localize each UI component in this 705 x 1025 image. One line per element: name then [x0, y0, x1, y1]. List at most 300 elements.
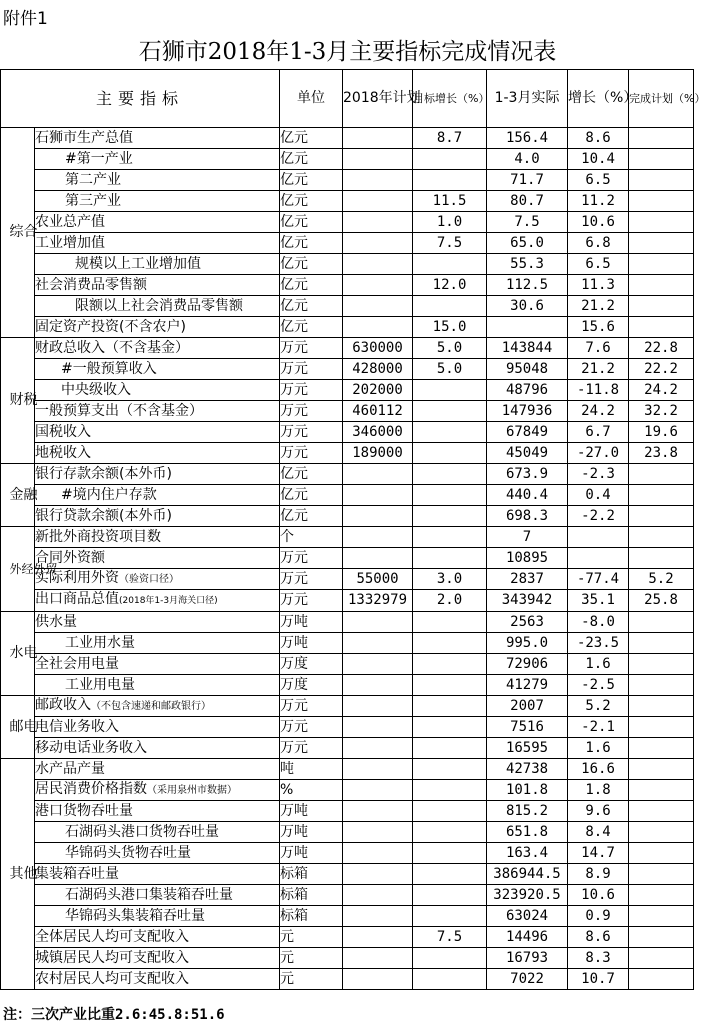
- indicator-label: 工业用水量: [65, 634, 135, 651]
- category-other: [1, 759, 38, 990]
- table-row: [1, 654, 694, 675]
- plan-cell: [343, 927, 413, 948]
- indicator-name: [35, 191, 280, 212]
- indicator-name: [35, 464, 280, 485]
- plan-cell: [343, 759, 413, 780]
- growth-cell: 10.6: [568, 212, 629, 233]
- target-growth-cell: 3.0: [413, 569, 487, 590]
- indicator-name: [35, 485, 280, 506]
- indicator-name: [35, 170, 280, 191]
- completion-cell: [629, 780, 694, 801]
- completion-cell: [629, 843, 694, 864]
- indicator-name: [35, 822, 280, 843]
- unit-cell: 标箱: [280, 885, 343, 906]
- completion-cell: [629, 191, 694, 212]
- plan-cell: [343, 780, 413, 801]
- table-row: [1, 780, 694, 801]
- indicator-name: [35, 654, 280, 675]
- target-growth-cell: 7.5: [413, 233, 487, 254]
- category-text: 水电: [9, 645, 38, 661]
- table-row: [1, 464, 694, 485]
- plan-cell: [343, 254, 413, 275]
- table-row: [1, 212, 694, 233]
- completion-cell: [629, 633, 694, 654]
- plan-cell: [343, 527, 413, 548]
- indicator-name: [35, 612, 280, 633]
- plan-cell: [343, 191, 413, 212]
- plan-cell: 202000: [343, 380, 413, 401]
- target-growth-cell: [413, 149, 487, 170]
- completion-cell: [629, 927, 694, 948]
- indicator-name: [35, 885, 280, 906]
- unit-cell: 元: [280, 927, 343, 948]
- category-post-telecom: [1, 696, 38, 759]
- indicator-label: 邮政收入: [35, 697, 91, 713]
- completion-cell: [629, 864, 694, 885]
- table-row: [1, 927, 694, 948]
- completion-cell: 22.2: [629, 359, 694, 380]
- growth-cell: 6.5: [568, 254, 629, 275]
- completion-cell: [629, 275, 694, 296]
- footnote: 注：三次产业比重2.6:45.8:51.6: [3, 1007, 225, 1023]
- plan-cell: [343, 801, 413, 822]
- table-row: [1, 317, 694, 338]
- plan-cell: [343, 822, 413, 843]
- completion-cell: 25.8: [629, 590, 694, 612]
- target-growth-cell: 5.0: [413, 359, 487, 380]
- completion-cell: [629, 296, 694, 317]
- indicator-label: 合同外资额: [35, 549, 105, 566]
- indicator-name: [35, 759, 280, 780]
- table-row: [1, 359, 694, 380]
- growth-cell: -2.3: [568, 464, 629, 485]
- table-row: [1, 485, 694, 506]
- indicator-label: 社会消费品零售额: [35, 276, 147, 293]
- actual-cell: 651.8: [487, 822, 568, 843]
- table-row: [1, 380, 694, 401]
- growth-cell: 10.6: [568, 885, 629, 906]
- table-row: [1, 612, 694, 633]
- target-growth-cell: [413, 464, 487, 485]
- category-finance-tax: [1, 338, 38, 464]
- indicator-name: [35, 212, 280, 233]
- indicator-label: 供水量: [35, 613, 77, 630]
- growth-cell: 21.2: [568, 296, 629, 317]
- completion-cell: [629, 128, 694, 149]
- indicator-name: [35, 275, 280, 296]
- plan-cell: 428000: [343, 359, 413, 380]
- header-row: [1, 70, 694, 128]
- indicator-name: [35, 317, 280, 338]
- indicator-name: [35, 969, 280, 990]
- actual-cell: 156.4: [487, 128, 568, 149]
- actual-cell: 41279: [487, 675, 568, 696]
- category-finance: [1, 464, 38, 527]
- growth-cell: 11.2: [568, 191, 629, 212]
- target-growth-cell: 7.5: [413, 927, 487, 948]
- indicator-name: [35, 569, 280, 590]
- indicator-label: #第一产业: [65, 150, 133, 167]
- indicator-name: [35, 443, 280, 464]
- growth-cell: -23.5: [568, 633, 629, 654]
- plan-cell: 346000: [343, 422, 413, 443]
- actual-cell: 67849: [487, 422, 568, 443]
- unit-cell: %: [280, 780, 343, 801]
- unit-cell: 万元: [280, 548, 343, 569]
- actual-cell: 45049: [487, 443, 568, 464]
- growth-cell: 6.8: [568, 233, 629, 254]
- target-growth-cell: [413, 485, 487, 506]
- unit-cell: 亿元: [280, 317, 343, 338]
- growth-cell: [568, 527, 629, 548]
- unit-cell: 万吨: [280, 822, 343, 843]
- actual-cell: 14496: [487, 927, 568, 948]
- indicator-label: 第三产业: [65, 192, 121, 209]
- completion-cell: [629, 254, 694, 275]
- completion-cell: [629, 675, 694, 696]
- unit-cell: 个: [280, 527, 343, 548]
- actual-cell: 42738: [487, 759, 568, 780]
- growth-cell: 0.9: [568, 906, 629, 927]
- indicator-name: [35, 738, 280, 759]
- unit-cell: 元: [280, 969, 343, 990]
- target-growth-cell: [413, 612, 487, 633]
- growth-cell: 8.6: [568, 927, 629, 948]
- target-growth-cell: [413, 443, 487, 464]
- completion-cell: [629, 696, 694, 717]
- plan-cell: 460112: [343, 401, 413, 422]
- target-growth-cell: [413, 759, 487, 780]
- plan-cell: [343, 612, 413, 633]
- growth-cell: 5.2: [568, 696, 629, 717]
- indicator-name: [35, 338, 280, 359]
- actual-cell: 815.2: [487, 801, 568, 822]
- completion-cell: [629, 654, 694, 675]
- unit-cell: 万元: [280, 738, 343, 759]
- indicator-name: [35, 843, 280, 864]
- indicator-label: 移动电话业务收入: [35, 739, 147, 756]
- table-row: [1, 717, 694, 738]
- completion-cell: [629, 822, 694, 843]
- target-growth-cell: [413, 296, 487, 317]
- completion-cell: [629, 738, 694, 759]
- header-actual: 1-3月实际: [487, 70, 568, 128]
- growth-cell: 1.8: [568, 780, 629, 801]
- actual-cell: 72906: [487, 654, 568, 675]
- plan-cell: 55000: [343, 569, 413, 590]
- actual-cell: 995.0: [487, 633, 568, 654]
- actual-cell: 323920.5: [487, 885, 568, 906]
- actual-cell: 163.4: [487, 843, 568, 864]
- completion-cell: [629, 801, 694, 822]
- plan-cell: [343, 128, 413, 149]
- indicator-table: [0, 69, 705, 990]
- completion-cell: [629, 717, 694, 738]
- completion-cell: 24.2: [629, 380, 694, 401]
- category-foreign: [1, 527, 58, 612]
- growth-cell: 14.7: [568, 843, 629, 864]
- unit-cell: 万元: [280, 359, 343, 380]
- category-water-power: [1, 612, 38, 696]
- growth-cell: 7.6: [568, 338, 629, 359]
- target-growth-cell: [413, 422, 487, 443]
- indicator-label: 石湖码头港口集装箱吞吐量: [65, 886, 233, 903]
- plan-cell: [343, 948, 413, 969]
- header-main: 主要指标: [1, 70, 280, 128]
- completion-cell: [629, 485, 694, 506]
- target-growth-cell: 2.0: [413, 590, 487, 612]
- target-growth-cell: [413, 548, 487, 569]
- indicator-label: 工业增加值: [35, 234, 105, 251]
- unit-cell: 亿元: [280, 128, 343, 149]
- indicator-label: 水产品产量: [35, 760, 105, 777]
- completion-cell: 32.2: [629, 401, 694, 422]
- plan-cell: [343, 212, 413, 233]
- completion-cell: [629, 885, 694, 906]
- indicator-label: 出口商品总值: [35, 591, 119, 607]
- actual-cell: 7: [487, 527, 568, 548]
- growth-cell: [568, 548, 629, 569]
- plan-cell: [343, 843, 413, 864]
- indicator-note: （采用泉州市数据）: [147, 785, 237, 796]
- growth-cell: 1.6: [568, 738, 629, 759]
- completion-cell: [629, 759, 694, 780]
- plan-cell: 1332979: [343, 590, 413, 612]
- table-row: [1, 864, 694, 885]
- indicator-label: 财政总收入（不含基金）: [35, 339, 189, 356]
- growth-cell: 10.4: [568, 149, 629, 170]
- category-text: 其他: [9, 865, 38, 882]
- unit-cell: 标箱: [280, 864, 343, 885]
- table-row: [1, 738, 694, 759]
- completion-cell: 5.2: [629, 569, 694, 590]
- indicator-name: [35, 548, 280, 569]
- target-growth-cell: [413, 801, 487, 822]
- indicator-label: 银行存款余额(本外币): [35, 465, 172, 482]
- target-growth-cell: [413, 969, 487, 990]
- completion-cell: [629, 149, 694, 170]
- actual-cell: 30.6: [487, 296, 568, 317]
- growth-cell: 8.4: [568, 822, 629, 843]
- category-text: 邮电: [9, 718, 38, 735]
- indicator-label: 银行贷款余额(本外币): [35, 507, 172, 524]
- actual-cell: 7022: [487, 969, 568, 990]
- unit-cell: 万度: [280, 675, 343, 696]
- completion-cell: [629, 464, 694, 485]
- indicator-note: （验资口径）: [119, 574, 179, 585]
- table-row: [1, 948, 694, 969]
- indicator-name: [35, 927, 280, 948]
- target-growth-cell: 1.0: [413, 212, 487, 233]
- plan-cell: [343, 275, 413, 296]
- indicator-label: 限额以上社会消费品零售额: [75, 297, 243, 314]
- plan-cell: [343, 696, 413, 717]
- target-growth-cell: [413, 380, 487, 401]
- indicator-note: （不包含速递和邮政银行）: [91, 701, 211, 712]
- table-row: [1, 170, 694, 191]
- indicator-label: #境内住户存款: [61, 486, 157, 503]
- actual-cell: 16595: [487, 738, 568, 759]
- plan-cell: 630000: [343, 338, 413, 359]
- table-row: [1, 675, 694, 696]
- target-growth-cell: 8.7: [413, 128, 487, 149]
- actual-cell: 48796: [487, 380, 568, 401]
- unit-cell: 标箱: [280, 906, 343, 927]
- indicator-label: 华锦码头集装箱吞吐量: [65, 907, 205, 924]
- table-row: [1, 569, 694, 590]
- target-growth-cell: [413, 170, 487, 191]
- category-composite: [1, 128, 38, 338]
- indicator-name: [35, 864, 280, 885]
- actual-cell: 63024: [487, 906, 568, 927]
- unit-cell: 亿元: [280, 191, 343, 212]
- unit-cell: 亿元: [280, 170, 343, 191]
- growth-cell: 6.7: [568, 422, 629, 443]
- indicator-label: #一般预算收入: [61, 360, 157, 377]
- indicator-label: 农业总产值: [35, 213, 105, 230]
- unit-cell: 万元: [280, 590, 343, 612]
- unit-cell: 元: [280, 948, 343, 969]
- header-unit: 单位: [280, 70, 343, 128]
- plan-cell: [343, 548, 413, 569]
- growth-cell: 15.6: [568, 317, 629, 338]
- table-row: [1, 527, 694, 548]
- table-row: [1, 296, 694, 317]
- actual-cell: 4.0: [487, 149, 568, 170]
- actual-cell: 147936: [487, 401, 568, 422]
- actual-cell: 16793: [487, 948, 568, 969]
- actual-cell: 673.9: [487, 464, 568, 485]
- unit-cell: 亿元: [280, 233, 343, 254]
- indicator-label: 农村居民人均可支配收入: [35, 970, 189, 987]
- plan-cell: [343, 296, 413, 317]
- table-row: [1, 275, 694, 296]
- indicator-label: 全社会用电量: [35, 655, 119, 672]
- unit-cell: 万吨: [280, 843, 343, 864]
- table-row: [1, 633, 694, 654]
- indicator-name: [35, 675, 280, 696]
- growth-cell: 16.6: [568, 759, 629, 780]
- actual-cell: 2007: [487, 696, 568, 717]
- table-row: [1, 338, 694, 359]
- actual-cell: 698.3: [487, 506, 568, 527]
- indicator-name: [35, 380, 280, 401]
- unit-cell: 亿元: [280, 254, 343, 275]
- indicator-name: [35, 696, 280, 717]
- indicator-name: [35, 233, 280, 254]
- growth-cell: -8.0: [568, 612, 629, 633]
- indicator-label: 规模以上工业增加值: [75, 255, 201, 272]
- indicator-name: [35, 128, 280, 149]
- plan-cell: [343, 885, 413, 906]
- table-row: [1, 128, 694, 149]
- growth-cell: -2.1: [568, 717, 629, 738]
- unit-cell: 亿元: [280, 506, 343, 527]
- growth-cell: -27.0: [568, 443, 629, 464]
- completion-cell: [629, 212, 694, 233]
- indicator-label: 地税收入: [35, 444, 91, 461]
- target-growth-cell: [413, 885, 487, 906]
- unit-cell: 吨: [280, 759, 343, 780]
- actual-cell: 386944.5: [487, 864, 568, 885]
- plan-cell: [343, 906, 413, 927]
- completion-cell: 19.6: [629, 422, 694, 443]
- target-growth-cell: [413, 401, 487, 422]
- indicator-label: 石狮市生产总值: [35, 129, 133, 146]
- unit-cell: 亿元: [280, 212, 343, 233]
- unit-cell: 亿元: [280, 149, 343, 170]
- target-growth-cell: [413, 822, 487, 843]
- indicator-name: [35, 801, 280, 822]
- completion-cell: [629, 506, 694, 527]
- table-row: [1, 422, 694, 443]
- target-growth-cell: 5.0: [413, 338, 487, 359]
- completion-cell: [629, 527, 694, 548]
- growth-cell: 35.1: [568, 590, 629, 612]
- target-growth-cell: [413, 738, 487, 759]
- target-growth-cell: [413, 633, 487, 654]
- page-title: 石狮市2018年1-3月主要指标完成情况表: [138, 39, 557, 65]
- header-plan: 2018年计划: [343, 70, 413, 128]
- table-row: [1, 759, 694, 780]
- indicator-name: [35, 948, 280, 969]
- growth-cell: 8.3: [568, 948, 629, 969]
- completion-cell: [629, 948, 694, 969]
- actual-cell: 112.5: [487, 275, 568, 296]
- unit-cell: 万吨: [280, 633, 343, 654]
- growth-cell: 24.2: [568, 401, 629, 422]
- growth-cell: 21.2: [568, 359, 629, 380]
- completion-cell: [629, 969, 694, 990]
- unit-cell: 万吨: [280, 612, 343, 633]
- indicator-label: 中央级收入: [61, 381, 131, 398]
- indicator-label: 第二产业: [65, 171, 121, 188]
- target-growth-cell: 12.0: [413, 275, 487, 296]
- indicator-name: [35, 633, 280, 654]
- indicator-label: 集装箱吞吐量: [35, 865, 119, 882]
- indicator-label: 居民消费价格指数: [35, 781, 147, 797]
- unit-cell: 万元: [280, 380, 343, 401]
- indicator-label: 工业用电量: [65, 676, 135, 693]
- actual-cell: 440.4: [487, 485, 568, 506]
- unit-cell: 万元: [280, 696, 343, 717]
- indicator-label: 电信业务收入: [35, 718, 119, 735]
- plan-cell: [343, 506, 413, 527]
- plan-cell: [343, 654, 413, 675]
- table-row: [1, 506, 694, 527]
- completion-cell: [629, 233, 694, 254]
- target-growth-cell: [413, 696, 487, 717]
- table-row: [1, 233, 694, 254]
- header-growth: 增长（%）: [568, 70, 629, 128]
- indicator-name: [35, 780, 280, 801]
- indicator-label: 城镇居民人均可支配收入: [35, 949, 189, 966]
- target-growth-cell: [413, 654, 487, 675]
- target-growth-cell: 11.5: [413, 191, 487, 212]
- indicator-name: [35, 717, 280, 738]
- actual-cell: 7516: [487, 717, 568, 738]
- unit-cell: 万吨: [280, 801, 343, 822]
- growth-cell: 1.6: [568, 654, 629, 675]
- plan-cell: [343, 717, 413, 738]
- target-growth-cell: [413, 527, 487, 548]
- table-row: [1, 254, 694, 275]
- plan-cell: 189000: [343, 443, 413, 464]
- indicator-name: [35, 590, 280, 612]
- growth-cell: -77.4: [568, 569, 629, 590]
- unit-cell: 万元: [280, 401, 343, 422]
- indicator-label: 新批外商投资项目数: [35, 528, 161, 545]
